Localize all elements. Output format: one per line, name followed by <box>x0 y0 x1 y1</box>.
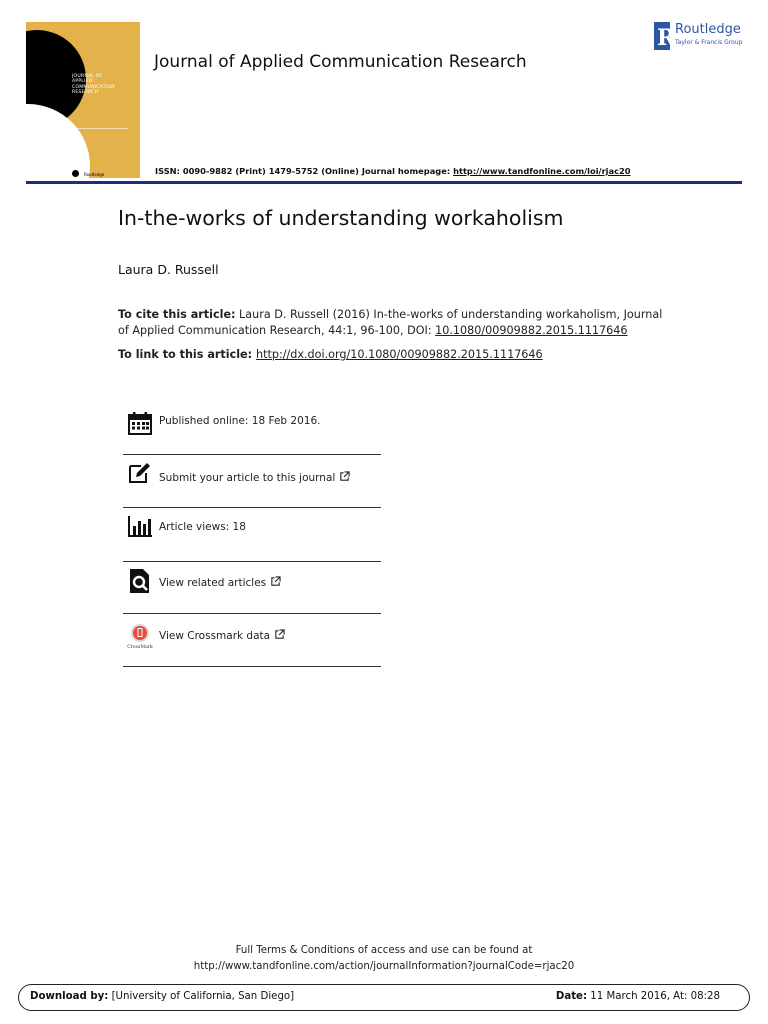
citation-block <box>118 307 666 338</box>
edit-icon <box>127 460 153 486</box>
related-articles-row[interactable] <box>123 565 381 615</box>
publisher-name: Routledge <box>675 22 741 37</box>
cover-logo-icon <box>72 170 79 177</box>
row-divider <box>123 454 381 455</box>
publisher-tagline: Taylor & Francis Group <box>675 39 743 46</box>
routledge-mark-icon: R <box>654 22 670 50</box>
search-document-icon <box>127 568 153 594</box>
citation-label: To cite this article: <box>118 308 236 321</box>
external-link-icon <box>270 576 281 587</box>
article-link-line <box>118 348 543 361</box>
bar-chart-icon <box>127 513 153 539</box>
terms-line: Full Terms & Conditions of access and use can be found at <box>235 945 533 956</box>
calendar-icon <box>127 410 153 436</box>
citation-doi-link[interactable]: 10.1080/00909882.2015.1117646 <box>435 323 628 337</box>
row-divider <box>123 613 381 614</box>
citation-text: Laura D. Russell (2016) In-the-works of understanding workaholism, Journal of Applied Communication Research, 44:1, 96-100, DOI: <box>118 308 663 337</box>
download-footer <box>18 984 750 1011</box>
article-views-label: Article views: 18 <box>159 521 246 533</box>
download-info: Download by: [University of California, San Diego] <box>30 991 295 1002</box>
cover-divider <box>72 128 128 129</box>
terms-notice <box>0 943 768 974</box>
article-author: Laura D. Russell <box>118 262 219 277</box>
related-articles-link[interactable]: View related articles <box>159 576 281 589</box>
external-link-icon <box>274 629 285 640</box>
article-doi-url-link[interactable]: http://dx.doi.org/10.1080/00909882.2015.1117646 <box>256 348 543 361</box>
crossmark-row[interactable] <box>123 618 381 668</box>
publisher-logo <box>654 20 750 52</box>
svg-text:CrossMark: CrossMark <box>127 645 153 649</box>
row-divider <box>123 507 381 508</box>
terms-url-link[interactable]: http://www.tandfonline.com/action/journalInformation?journalCode=rjac20 <box>193 960 575 972</box>
journal-title: Journal of Applied Communication Research <box>154 52 527 72</box>
issn-line <box>155 166 631 176</box>
issn-text: ISSN: 0090-9882 (Print) 1479-5752 (Online) Journal homepage: <box>155 166 454 176</box>
article-title: In-the-works of understanding workaholism <box>118 206 564 230</box>
cover-publisher-logo: Routledge <box>84 172 105 177</box>
published-online-row <box>123 406 381 456</box>
row-divider <box>123 561 381 562</box>
link-label: To link to this article: <box>118 348 256 361</box>
row-divider <box>123 666 381 667</box>
article-views-row <box>123 510 381 560</box>
published-online-label: Published online: 18 Feb 2016. <box>159 415 321 427</box>
download-date: Date: 11 March 2016, At: 08:28 <box>555 991 720 1002</box>
cover-white-circle <box>26 104 90 178</box>
submit-article-row[interactable] <box>123 460 381 510</box>
cover-title-text: JOURNAL OF APPLIED COMMUNICATION RESEARCH <box>72 74 115 96</box>
submit-article-link[interactable]: Submit your article to this journal <box>159 471 350 484</box>
header-rule <box>26 181 742 184</box>
journal-cover-image <box>26 22 140 178</box>
crossmark-link[interactable]: View Crossmark data <box>159 629 285 642</box>
crossmark-icon <box>127 623 153 649</box>
external-link-icon <box>339 471 350 482</box>
journal-homepage-link[interactable]: http://www.tandfonline.com/loi/rjac20 <box>453 166 631 176</box>
